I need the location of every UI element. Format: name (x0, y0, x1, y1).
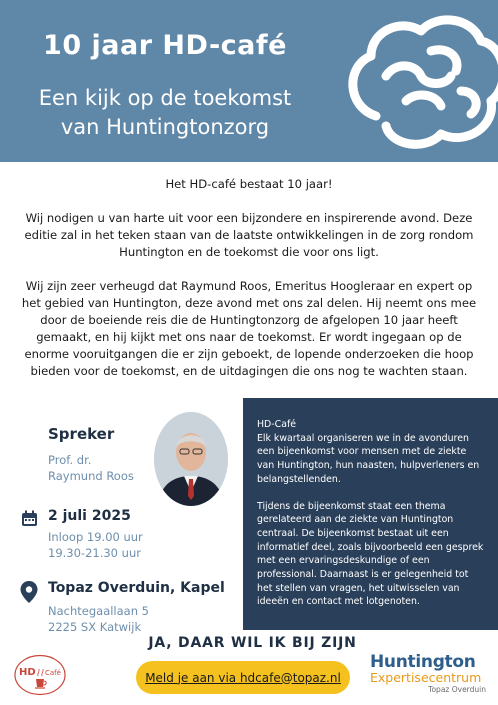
speaker-info (48, 452, 134, 484)
speaker-name: Raymund Roos (48, 469, 134, 483)
hd-cafe-logo (14, 654, 66, 696)
speaker-heading: Spreker (48, 425, 115, 443)
page-subtitle (0, 84, 330, 142)
location-pin-icon (20, 581, 38, 603)
header-banner (0, 0, 498, 162)
ht-logo-line-2: Expertisecentrum (370, 670, 482, 685)
cta-heading: JA, DAAR WIL IK BIJ ZIJN (148, 635, 357, 651)
page-title: 10 jaar HD-café (43, 30, 287, 61)
event-venue: Topaz Overduin, Kapel (48, 580, 225, 596)
info-box-paragraph-1: Elk kwartaal organiseren we in de avonduren een bijeenkomst voor mensen met de ziekte van Huntington, hun naasten, hulpverleners en belangstellenden. (257, 432, 480, 485)
hd-cafe-logo-hd: HD (19, 667, 36, 678)
subtitle-line-1: Een kijk op de toekomst (38, 86, 292, 110)
intro-paragraph-2: Wij nodigen u van harte uit voor een bijzondere en inspirerende avond. Deze editie zal in het teken staan van de laatste ontwikkelingen in de zorg rondom Huntington en de toekomst die voor ons ligt. (24, 211, 474, 259)
speaker-photo (154, 412, 228, 506)
calendar-icon (21, 510, 38, 527)
intro-paragraph-1: Het HD-café bestaat 10 jaar! (165, 177, 333, 191)
hd-cafe-logo-cafe: Café (45, 669, 61, 677)
info-box-paragraph-2: Tijdens de bijeenkomst staat een thema gerelateerd aan de ziekte van Huntington centraal. De bijeenkomst bestaat uit een informatief deel, zoals bijvoorbeeld een gesprek met een ervaringsdeskundige of een professional. Daarnaast is er gelegenheid tot het stellen van vragen, het uitwisselen van ideeën en contact met lotgenoten. (257, 500, 484, 608)
ht-logo-line-3: Topaz Overduin (428, 685, 486, 694)
event-city: 2225 SX Katwijk (48, 620, 142, 634)
ht-logo-line-1: Huntington (370, 652, 476, 672)
subtitle-line-2: van Huntingtonzorg (60, 115, 270, 139)
event-date: 2 juli 2025 (48, 508, 131, 524)
huntington-expertise-logo (370, 652, 490, 696)
info-box (243, 398, 498, 630)
register-button[interactable]: Meld je aan via hdcafe@topaz.nl (136, 661, 350, 694)
event-street: Nachtegaallaan 5 (48, 604, 149, 618)
speaker-portrait-icon (154, 412, 228, 506)
brain-icon (336, 6, 498, 156)
intro-text (18, 176, 480, 397)
event-address (48, 603, 149, 635)
intro-paragraph-3: Wij zijn zeer verheugd dat Raymund Roos, Emeritus Hoogleraar en expert op het gebied van Huntington, deze avond met ons zal delen. Hij neemt ons mee door de boeiende reis die de Huntingtonzorg de afgelopen 10 jaar heeft gemaakt, en hij kijkt met ons naar de toekomst. Er wordt ingegaan op de enorme vooruitgangen die er zijn geboekt, de lopende onderzoeken die hoop bieden voor de toekomst, en de uitdagingen die ons nog te wachten staan. (21, 279, 477, 378)
info-box-heading: HD-Café (257, 419, 297, 430)
event-times (48, 529, 143, 561)
event-inloop: Inloop 19.00 uur (48, 530, 143, 544)
speaker-academic-title: Prof. dr. (48, 453, 92, 467)
event-time: 19.30-21.30 uur (48, 546, 141, 560)
